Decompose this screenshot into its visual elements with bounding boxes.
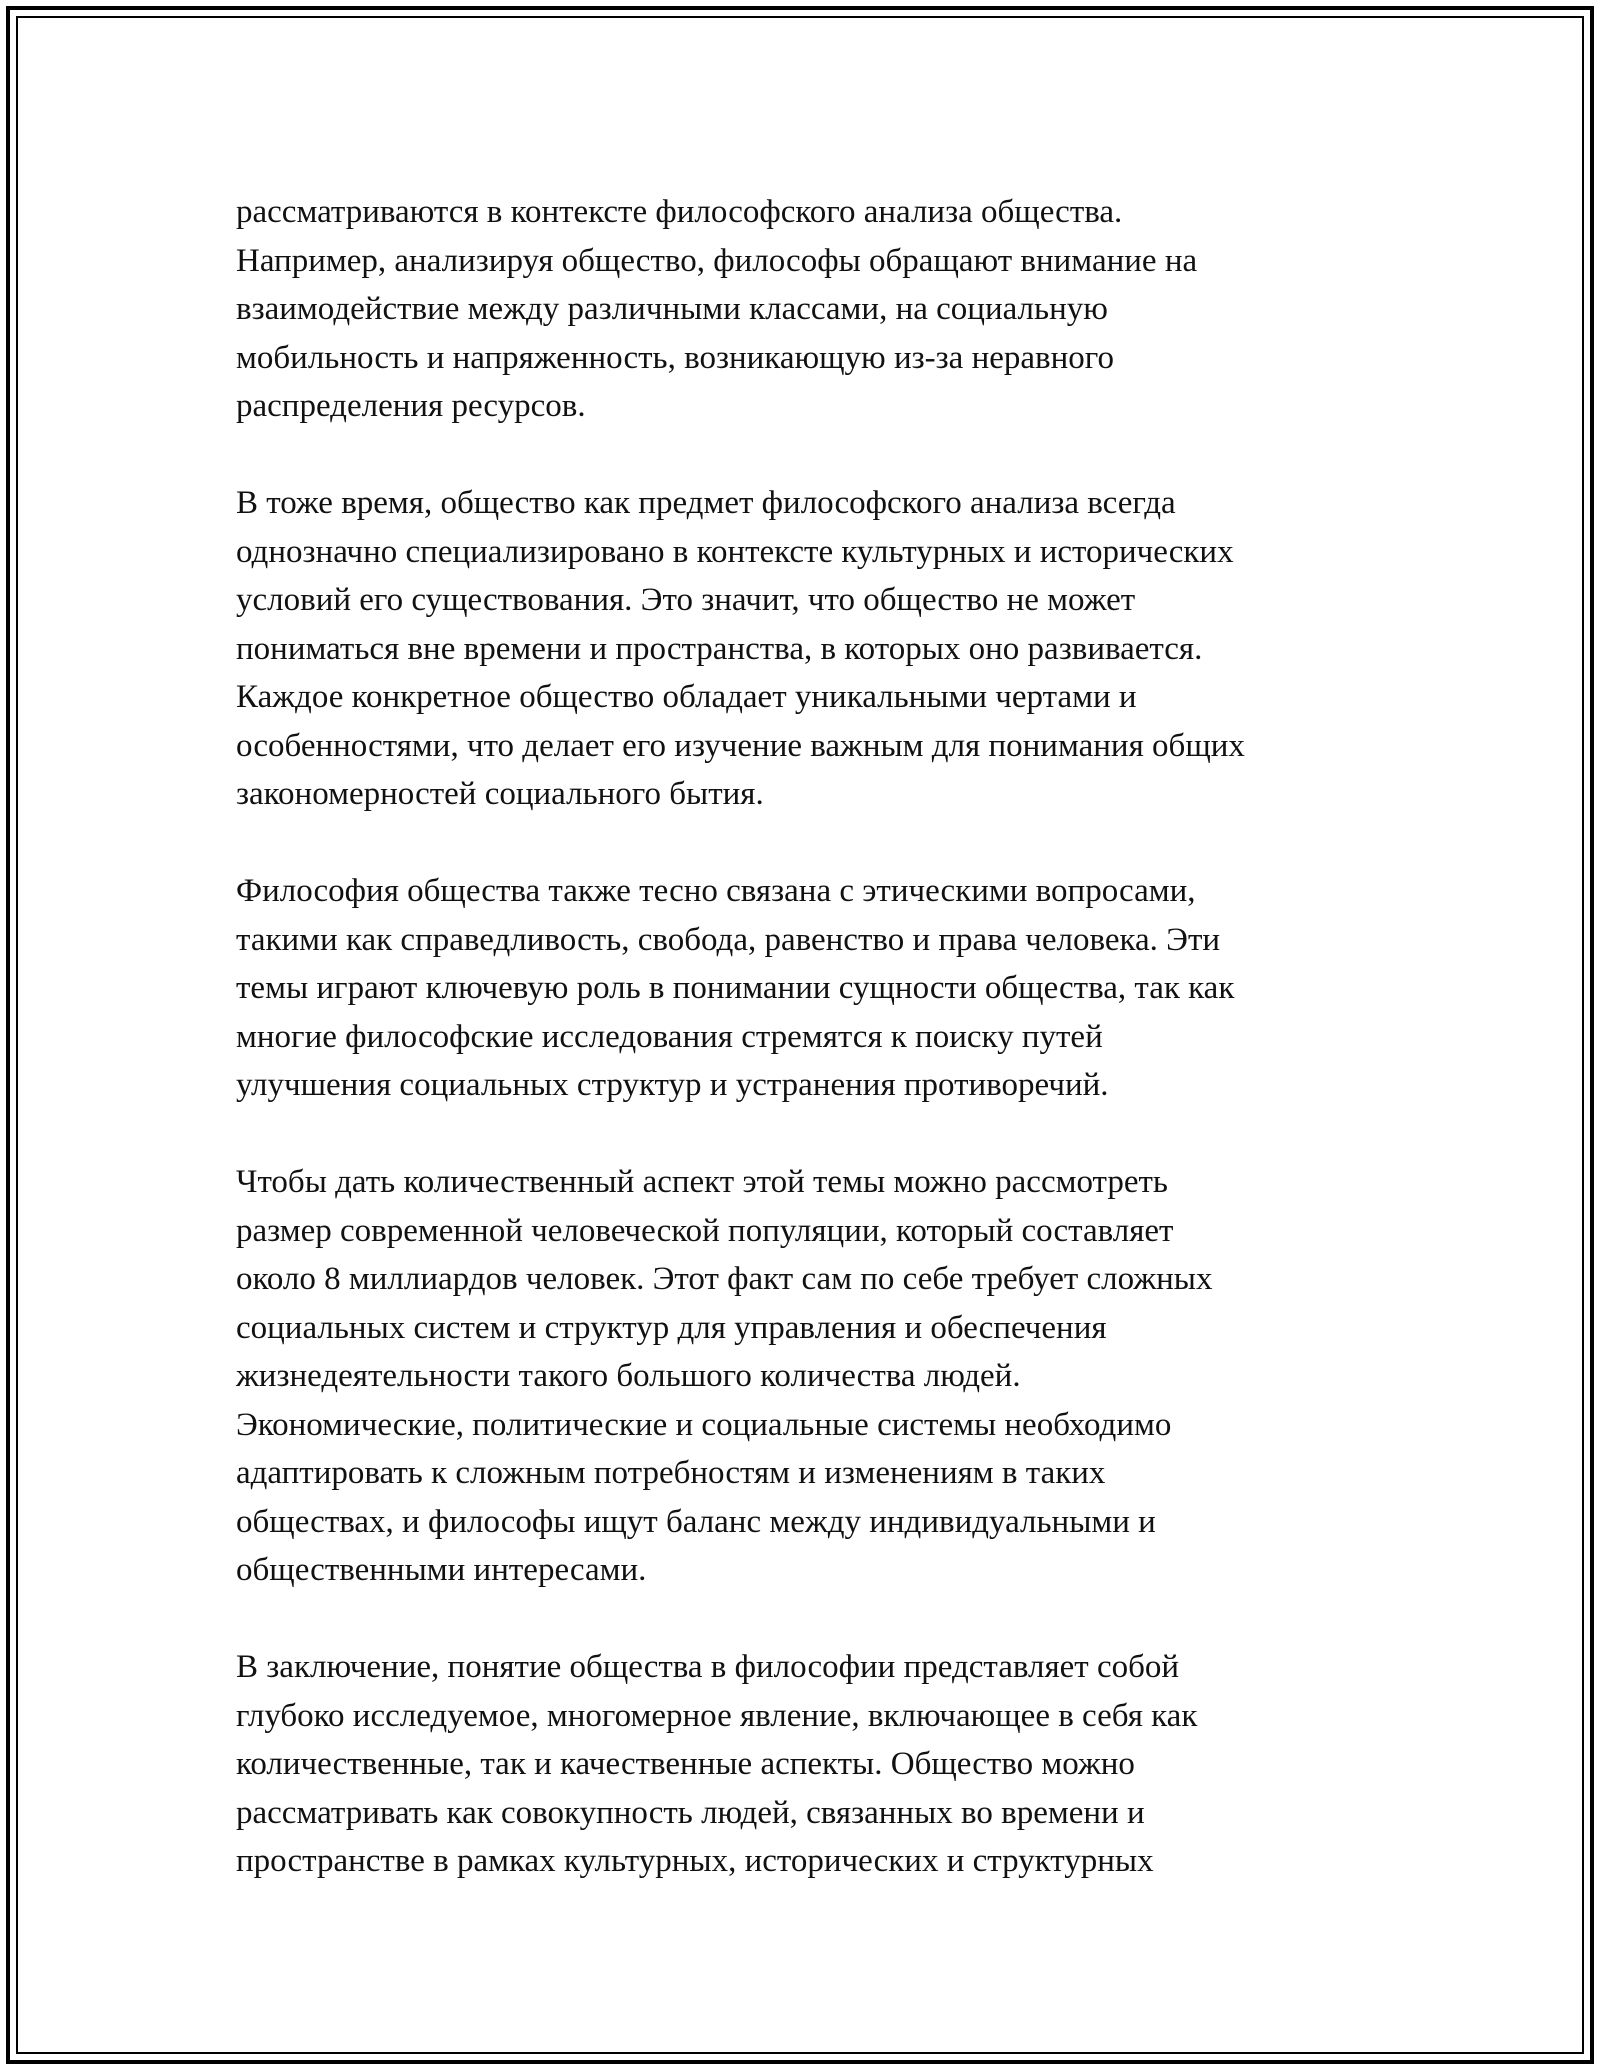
text-line: около 8 миллиардов человек. Этот факт сам по себе требует сложных: [236, 1261, 1213, 1297]
text-line: Каждое конкретное общество обладает уникальными чертами и: [236, 679, 1137, 715]
paragraph-2: [236, 479, 1436, 819]
text-line: глубоко исследуемое, многомерное явление, включающее в себя как: [236, 1697, 1198, 1734]
text-line: адаптировать к сложным потребностям и изменениям в таких: [236, 1455, 1106, 1491]
text-line: жизнедеятельности такого большого количества людей.: [236, 1358, 1021, 1394]
text-line: Например, анализируя общество, философы обращают внимание на: [236, 242, 1198, 279]
text-line: улучшения социальных структур и устранения противоречий.: [236, 1067, 1109, 1103]
text-line: закономерностей социального бытия.: [236, 776, 764, 812]
text-line: темы играют ключевую роль в понимании сущности общества, так как: [236, 970, 1235, 1006]
text-line: Чтобы дать количественный аспект этой темы можно рассмотреть: [236, 1164, 1168, 1200]
paragraph-3: [236, 867, 1436, 1110]
text-line: такими как справедливость, свобода, равенство и права человека. Эти: [236, 921, 1221, 958]
text-line: Экономические, политические и социальные системы необходимо: [236, 1406, 1172, 1443]
text-line: социальных систем и структур для управления и обеспечения: [236, 1309, 1107, 1346]
text-line: рассматривать как совокупность людей, связанных во времени и: [236, 1794, 1145, 1831]
text-line: взаимодействие между различными классами, на социальную: [236, 291, 1108, 327]
text-line: В тоже время, общество как предмет философского анализа всегда: [236, 485, 1176, 521]
text-line: мобильность и напряженность, возникающую из-за неравного: [236, 339, 1114, 376]
paragraph-1: [236, 188, 1436, 431]
text-line: распределения ресурсов.: [236, 388, 586, 424]
text-line: однозначно специализировано в контексте культурных и исторических: [236, 533, 1234, 570]
text-line: условий его существования. Это значит, что общество не может: [236, 582, 1136, 618]
text-line: общественными интересами.: [236, 1552, 647, 1588]
text-line: Философия общества также тесно связана с этическими вопросами,: [236, 873, 1196, 909]
text-line: рассматриваются в контексте философского анализа общества.: [236, 194, 1123, 230]
document-body: [236, 188, 1436, 1934]
text-line: В заключение, понятие общества в философии представляет собой: [236, 1649, 1180, 1685]
text-line: пониматься вне времени и пространства, в которых оно развивается.: [236, 630, 1203, 667]
paragraph-5: [236, 1643, 1436, 1886]
text-line: особенностями, что делает его изучение важным для понимания общих: [236, 727, 1245, 764]
paragraph-4: [236, 1158, 1436, 1595]
text-line: многие философские исследования стремятся к поиску путей: [236, 1018, 1103, 1055]
text-line: количественные, так и качественные аспекты. Общество можно: [236, 1746, 1135, 1782]
text-line: пространстве в рамках культурных, исторических и структурных: [236, 1843, 1154, 1879]
text-line: обществах, и философы ищут баланс между индивидуальными и: [236, 1503, 1156, 1540]
text-line: размер современной человеческой популяции, который составляет: [236, 1212, 1174, 1249]
